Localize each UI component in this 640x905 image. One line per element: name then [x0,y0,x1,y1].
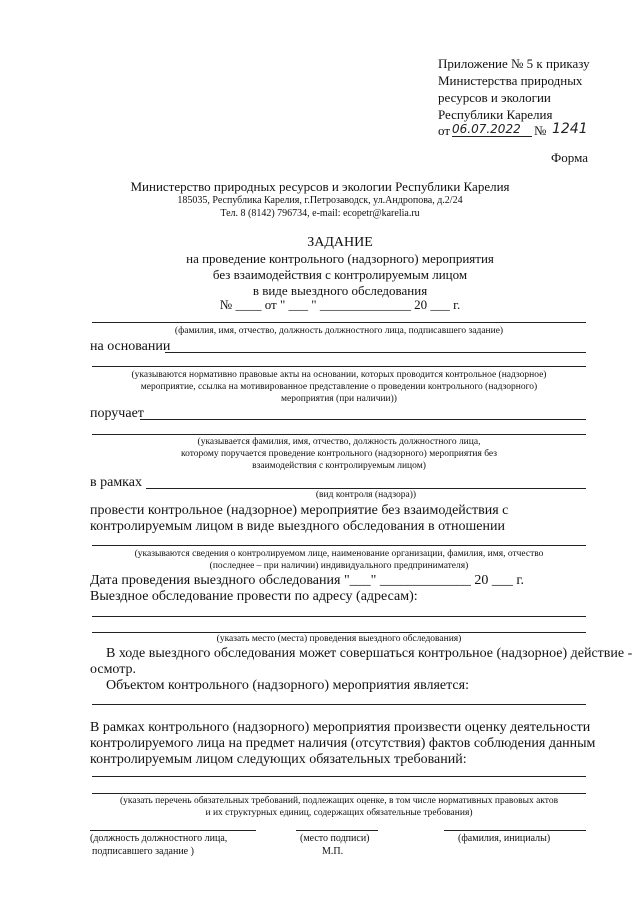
ministry-address: 185035, Республика Карелия, г.Петрозаводск, ул.Андропова, д.2/24 [177,195,463,206]
conduct-line-2: контролируемым лицом в виде выездного обследования в отношении [90,519,505,534]
title-line-2: без взаимодействия с контролируемым лицом [212,267,468,282]
title-line-1: на проведение контрольного (надзорного) мероприятия [186,251,494,266]
basis-field[interactable] [165,352,586,353]
basis-caption-2: мероприятие, ссылка на мотивированное представление о проведении контрольного (надзорного) [140,382,538,392]
form-label: Форма [551,150,588,165]
object-field[interactable] [92,704,586,705]
appendix-line-4: Республики Карелия [438,107,553,122]
position-signature-field[interactable] [90,830,256,831]
title-number-line: № ____ от " ___ " ______________ 20 ___ г. [219,297,461,312]
subject-field[interactable] [92,545,586,546]
appendix-line-1: Приложение № 5 к приказу [438,56,590,71]
action-line-1: В ходе выездного обследования может совершаться контрольное (надзорное) действие - [106,646,633,661]
title-line-3: в виде выездного обследования [252,283,428,298]
basis-field-2[interactable] [92,366,586,367]
assessment-line-3: контролируемым лицом следующих обязательных требований: [90,752,467,767]
name-caption: (фамилия, инициалы) [458,833,551,844]
official-caption: (фамилия, имя, отчество, должность должностного лица, подписавшего задание) [174,326,504,336]
address-field[interactable] [92,616,586,617]
subject-caption-1: (указываются сведения о контролируемом лице, наименование организации, фамилия, имя, отчество [134,549,544,559]
name-signature-field[interactable] [444,830,586,831]
appendix-date-handwritten: 06.07.2022 [452,122,521,136]
control-type-caption: (вид контроля (надзора)) [315,490,417,500]
conduct-line-1: провести контрольное (надзорное) мероприятие без взаимодействия с [90,503,509,518]
assignee-caption-1: (указывается фамилия, имя, отчество, должность должностного лица, [197,437,481,447]
requirements-caption-2: и их структурных единиц, содержащих обязательные требования) [205,808,473,818]
address-field-2[interactable] [92,632,586,633]
assessment-line-1: В рамках контрольного (надзорного) мероприятия произвести оценку деятельности [90,720,591,735]
assignee-field[interactable] [140,419,586,420]
stamp-label: М.П. [322,846,344,857]
action-line-2: осмотр. [90,662,137,677]
appendix-line-2: Министерства природных [438,73,583,88]
appendix-date-underline [452,136,532,137]
assignee-field-2[interactable] [92,434,586,435]
requirements-field-2[interactable] [92,793,586,794]
position-caption-2: подписавшего задание ) [92,846,194,857]
object-label: Объектом контрольного (надзорного) мероприятия является: [106,678,469,693]
requirements-field[interactable] [92,776,586,777]
inspection-date-line: Дата проведения выездного обследования "___" _____________ 20 ___ г. [90,573,525,588]
within-label: в рамках [90,475,142,490]
assignee-caption-2: которому поручается проведение контрольного (надзорного) мероприятия без [180,449,498,459]
appendix-number-label: № [534,123,547,138]
ministry-contacts: Тел. 8 (8142) 796734, e-mail: ecopetr@karelia.ru [220,208,420,219]
subject-caption-2: (последнее – при наличии) индивидуального предпринимателя) [209,561,469,571]
official-field[interactable] [92,322,586,323]
assessment-line-2: контролируемого лица на предмет наличия (отсутствия) фактов соблюдения данным [90,736,596,751]
appendix-line-3: ресурсов и экологии [438,90,551,105]
appendix-date-prefix: от [438,123,451,138]
requirements-caption-1: (указать перечень обязательных требований, подлежащих оценке, в том числе нормативных правовых актов [119,796,559,806]
basis-caption-3: мероприятия (при наличии)) [281,394,397,404]
control-type-field[interactable] [146,488,586,489]
position-caption-1: (должность должностного лица, [90,833,228,844]
basis-label: на основании [90,339,171,354]
ministry-name: Министерство природных ресурсов и экологии Республики Карелия [130,179,510,194]
document-heading: ЗАДАНИЕ [307,235,373,250]
assigns-label: поручает [90,406,144,421]
signature-field[interactable] [296,830,378,831]
signature-caption: (место подписи) [300,833,370,844]
assignee-caption-3: взаимодействия с контролируемым лицом) [252,461,426,471]
address-caption: (указать место (места) проведения выездного обследования) [216,634,462,644]
address-label: Выездное обследование провести по адресу (адресам): [90,589,418,604]
basis-caption-1: (указываются нормативно правовые акты на основании, которых проводится контрольное (надзорное) [131,370,547,380]
appendix-number-handwritten: 1241 [552,121,588,137]
